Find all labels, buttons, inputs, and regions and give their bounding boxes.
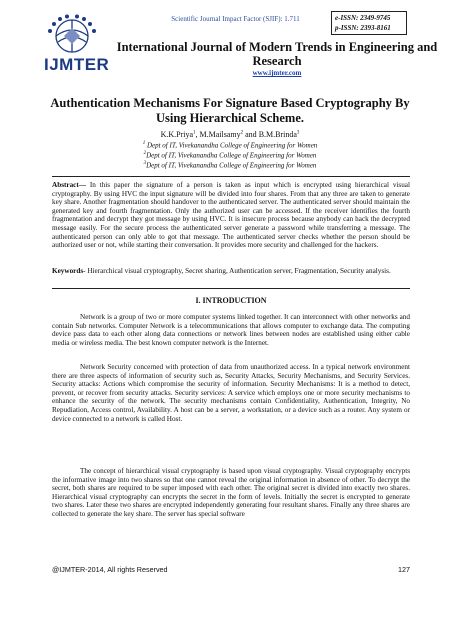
page-number: 127 [398, 565, 410, 574]
author-name: K.K.Priya [160, 130, 194, 139]
intro-paragraph [52, 313, 410, 347]
author-separator: , [195, 130, 200, 139]
keywords-label: Keywords- [52, 267, 86, 275]
divider [52, 176, 410, 177]
journal-title: International Journal of Modern Trends in Engineering and Research [116, 40, 438, 68]
author-separator: and [243, 130, 259, 139]
p-issn: p-ISSN: 2393-8161 [335, 24, 391, 32]
journal-url[interactable]: www.ijmter.com [252, 69, 302, 77]
intro-paragraph [52, 467, 410, 519]
affiliation-text: Dept of IT, Vivekanandha College of Engineering for Women [146, 151, 317, 160]
author-sup: 3 [296, 130, 300, 136]
author-sup: 2 [240, 130, 244, 136]
abstract-label: Abstract— [52, 181, 86, 189]
keywords-text: Hierarchical visual cryptography, Secret sharing, Authentication server, Fragmentation, Security analysis. [85, 267, 391, 275]
affiliation [40, 141, 420, 149]
intro-paragraph [52, 363, 410, 423]
affiliation-sup: 3 [143, 161, 147, 166]
affiliation-sup: 1 [142, 141, 146, 146]
keywords [52, 267, 410, 276]
affiliation-text: Dept of IT, Vivekanandha College of Engineering for Women [146, 161, 317, 170]
affiliation-text: Dept of IT, Vivekanandha College of Engineering for Women [146, 141, 318, 150]
affiliation [40, 161, 420, 169]
affiliation-sup: 2 [143, 151, 147, 156]
author-list [40, 130, 420, 139]
impact-factor: Scientific Journal Impact Factor (SJIF): 1.711 [171, 15, 300, 23]
logo-emblem-icon [44, 14, 100, 54]
author-name: M.Mailsamy [199, 130, 241, 139]
logo-text: IJMTER [44, 55, 110, 74]
paper-title: Authentication Mechanisms For Signature Based Cryptography By Using Hierarchical Scheme. [50, 96, 410, 125]
journal-logo [44, 14, 110, 75]
divider [52, 288, 410, 289]
paragraph-text: The concept of hierarchical visual cryptography is based upon visual cryptography. Visual cryptography encrypts the informative image into two shares so that one cannot reveal the original information in absence of other. To decrypt the secret, both shares are required to be super imposed with each other. The original secret is divided into exactly two shares. Hierarchical visual cryptography can encrypts the secret in the form of levels. Initially the secret is encrypted to generate two shares. Later these two shares are encrypted independently generating four resultant shares. Finally any three shares are collected to generate the key share. The server has special software [52, 467, 410, 518]
section-heading: I. INTRODUCTION [195, 296, 267, 305]
author-name: B.M.Brinda [258, 130, 297, 139]
paragraph-text: Network Security concerned with protection of data from unauthorized access. In a typical network environment there are three aspects of information of security such as, Security Attacks, Security Mechanisms, and Security Services. Security attacks: Actions which compromise the security of information. Security Mechanisms: It is a method to detect, prevent, or recover from security attacks. Security services: A service which employs one or more security mechanisms to enhance the security of the network. The security mechanisms contain Confidentiality, Authentication, Integrity, No Repudiation, Access control, Availability. A host can be a server, a workstation, or a device such as a router. Any system or device connected to a network is called Host. [52, 363, 410, 423]
affiliation [40, 151, 420, 159]
e-issn: e-ISSN: 2349-9745 [335, 14, 391, 22]
abstract [52, 181, 410, 250]
abstract-text: In this paper the signature of a person is taken as input which is encrypted using hierarchical visual cryptography. By using HVC the input signature will be divided into four shares. From that any three are taken to generate key share. Another fragmentation should handover to the authenticated server. The authenticated server should maintain the generated key and fourth fragmentation. Only the authorized user can be accessed. If the receiver identifies the fourth fragmentation and decrypt they got message by using HVC. It is insecure process because anybody can hack the decrypted message easily. For the secure process the authenticated server generate a password while transferring a message. The authenticated person can only able to got that message. The authenticated server checks whether the person should be authorized user or not, while starting their conversation. It provides more security and challenged for the hackers. [52, 181, 410, 250]
issn-box [331, 11, 407, 35]
paragraph-text: Network is a group of two or more computer systems linked together. It can interconnect with other networks and contain Sub networks. Computer Network is a telecommunications that allows computer to exchange data. The computing device pass data to each other along data connections or network lines between nodes are established using either cable media or wireless media. The best known computer network is the Internet. [52, 313, 410, 347]
author-sup: 1 [193, 130, 196, 136]
footer-copyright: @IJMTER-2014, All rights Reserved [52, 565, 168, 574]
